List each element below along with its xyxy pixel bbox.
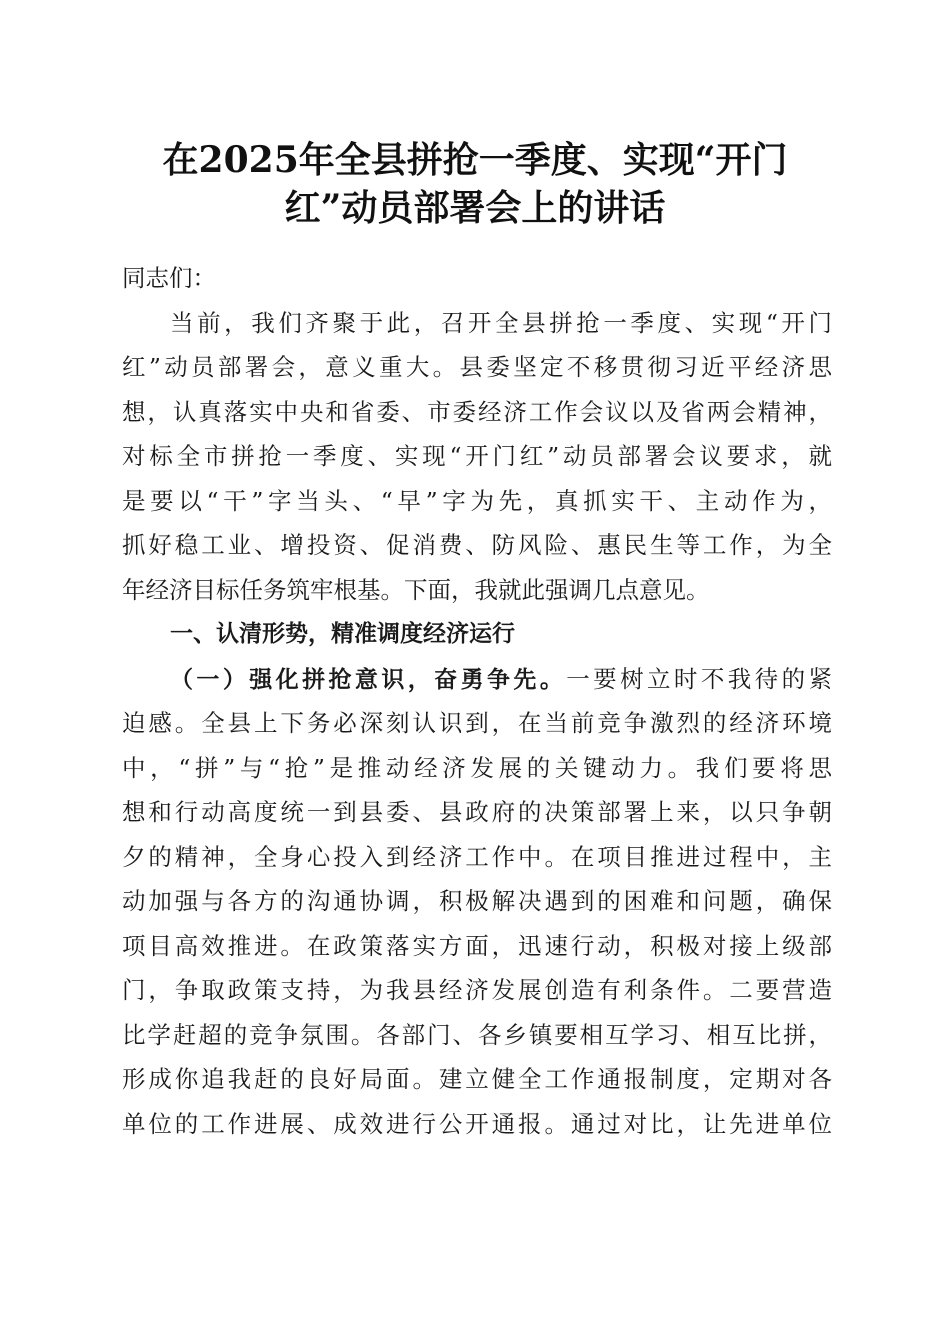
paragraph-1-line: 想，认真落实中央和省委、市委经济工作会议以及省两会精神， xyxy=(122,397,832,426)
paragraph-1-line: 当前，我们齐聚于此，召开全县拼抢一季度、实现“开门 xyxy=(170,308,832,337)
subsection-1-line: 想和行动高度统一到县委、县政府的决策部署上来，以只争朝 xyxy=(122,798,832,826)
subsection-1-line: 单位的工作进展、成效进行公开通报。通过对比，让先进单位 xyxy=(122,1109,832,1138)
document-body xyxy=(122,256,832,1146)
subsection-1-line: 门，争取政策支持，为我县经济发展创造有利条件。二要营造 xyxy=(122,976,832,1004)
subsection-1-line: 比学赶超的竞争氛围。各部门、各乡镇要相互学习、相互比拼， xyxy=(122,1020,832,1049)
paragraph-1-line: 抓好稳工业、增投资、促消费、防风险、惠民生等工作，为全 xyxy=(122,531,832,559)
paragraph-1-line: 是要以“干”字当头、“早”字为先，真抓实干、主动作为， xyxy=(122,486,832,515)
subsection-1-line: 动加强与各方的沟通协调，积极解决遇到的困难和问题，确保 xyxy=(122,887,832,915)
subsection-1-line: 中，“拼”与“抢”是推动经济发展的关键动力。我们要将思 xyxy=(122,753,832,782)
paragraph-1-line: 年经济目标任务筑牢根基。下面，我就此强调几点意见。 xyxy=(122,575,710,604)
document-title-line-1: 在2025年全县拼抢一季度、实现“开门 xyxy=(162,139,788,181)
subsection-1-first-line xyxy=(122,657,832,702)
paragraph-1-line: 对标全市拼抢一季度、实现“开门红”动员部署会议要求，就 xyxy=(122,442,832,470)
subsection-1-line: 夕的精神，全身心投入到经济工作中。在项目推进过程中，主 xyxy=(122,842,832,871)
subsection-1-line: 形成你追我赶的良好局面。建立健全工作通报制度，定期对各 xyxy=(122,1065,832,1093)
document-title-line-2: 红”动员部署会上的讲话 xyxy=(284,187,666,229)
subsection-1-line: 项目高效推进。在政策落实方面，迅速行动，积极对接上级部 xyxy=(122,931,832,960)
paragraph-1-line: 红”动员部署会，意义重大。县委坚定不移贯彻习近平经济思 xyxy=(122,353,832,381)
salutation: 同志们： xyxy=(122,264,216,292)
subsection-1-first-rest: 一要树立时不我待的紧 xyxy=(566,664,832,693)
subsection-1-lead: （一）强化拼抢意识，奋勇争先。 xyxy=(170,666,567,693)
subsection-1-line: 迫感。全县上下务必深刻认识到，在当前竞争激烈的经济环境 xyxy=(122,709,832,737)
section-1-heading: 一、认清形势，精准调度经济运行 xyxy=(170,621,515,647)
